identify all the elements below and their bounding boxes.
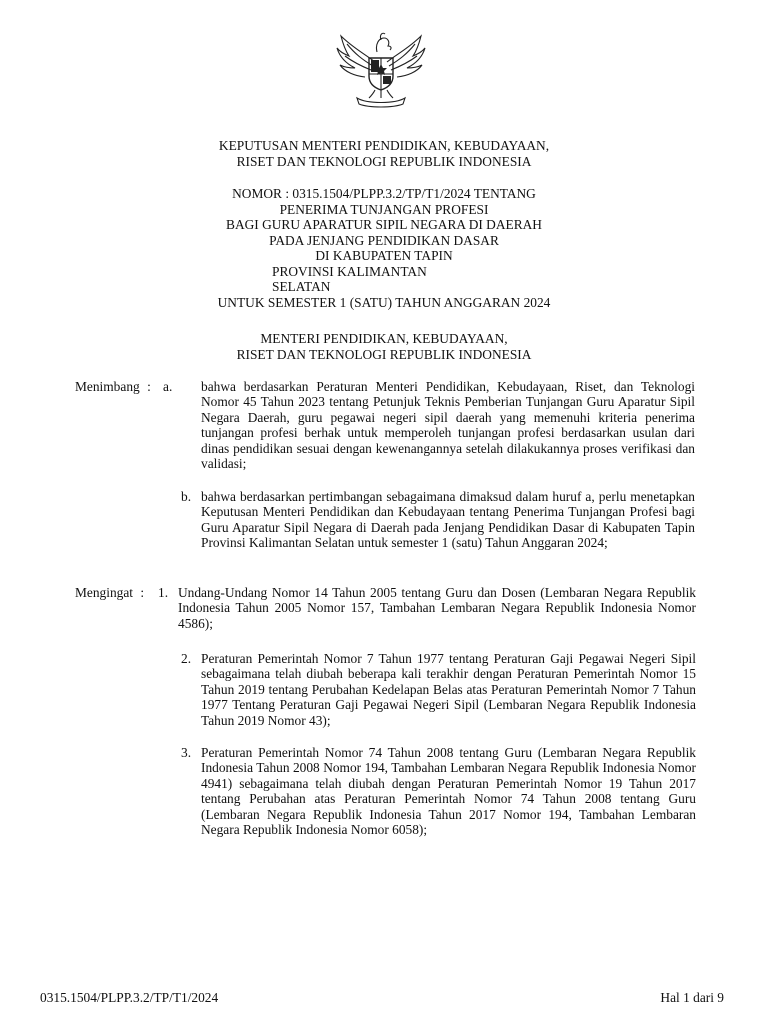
semester-line: UNTUK SEMESTER 1 (SATU) TAHUN ANGGARAN 2024 (217, 294, 551, 310)
mengingat-item-2: Peraturan Pemerintah Nomor 7 Tahun 1977 tentang Peraturan Gaji Pegawai Negeri Sipil sebagaimana telah diubah beberapa kali terakhir dengan Peraturan Pemerintah Nomor 15 Tahun 2019 tentang Perubahan Kedelapan Belas atas Peraturan Pemerintah Nomor 7 Tahun 1977 Tentang Peraturan Gaji Pegawai Negeri Sipil (Lembaran Negara Republik Indonesia Tahun 2019 Nomor 43); (201, 651, 696, 728)
item-marker: a. (163, 379, 173, 394)
mengingat-label: Mengingat : (75, 585, 145, 600)
menimbang-item-b: bahwa berdasarkan pertimbangan sebagaimana dimaksud dalam huruf a, perlu menetapkan Keputusan Menteri Pendidikan dan Kebudayaan tentang Penerima Tunjangan Profesi bagi Guru Aparatur Sipil Negara di Daerah pada Jenjang Pendidikan Dasar di Kabupaten Tapin Provinsi Kalimantan Selatan untuk semester 1 (satu) Tahun Anggaran 2024; (201, 489, 695, 551)
subject-line: PADA JENJANG PENDIDIKAN DASAR (269, 232, 499, 248)
garuda-emblem-icon (335, 28, 427, 110)
menimbang-label: Menimbang : (75, 379, 151, 394)
minister-line: MENTERI PENDIDIKAN, KEBUDAYAAN, (260, 331, 508, 346)
menimbang-item-a: bahwa berdasarkan Peraturan Menteri Pendidikan, Kebudayaan, Riset, dan Teknologi Nomor 45 Tahun 2023 tentang Petunjuk Teknis Pemberian Tunjangan Guru Aparatur Sipil Negara Daerah, guru pegawai negeri sipil daerah yang memenuhi kriteria penerima tunjangan profesi berhak untuk memperoleh tunjangan profesi berdasarkan usulan dari dinas pendidikan sesuai dengan kewenangannya setelah dilakukannya proses verifikasi dan validasi; (201, 379, 695, 472)
nomor-line: NOMOR : 0315.1504/PLPP.3.2/TP/T1/2024 TENTANG (232, 186, 536, 201)
decree-title (0, 138, 768, 169)
province-line: PROVINSI KALIMANTAN (272, 263, 427, 279)
mengingat-item-3: Peraturan Pemerintah Nomor 74 Tahun 2008 tentang Guru (Lembaran Negara Republik Indonesia Tahun 2008 Nomor 194, Tambahan Lembaran Negara Republik Indonesia Nomor 4941) sebagaimana telah diubah dengan Peraturan Pemerintah Nomor 19 Tahun 2017 tentang Perubahan atas Peraturan Pemerintah Nomor 74 Tahun 2008 tentang Guru (Lembaran Negara Republik Indonesia Tahun 2017 Nomor 194, Tambahan Lembaran Negara Republik Indonesia Nomor 6058); (201, 745, 696, 838)
title-line: RISET DAN TEKNOLOGI REPUBLIK INDONESIA (236, 153, 532, 169)
item-marker: b. (181, 489, 192, 504)
footer-doc-number: 0315.1504/PLPP.3.2/TP/T1/2024 (40, 990, 219, 1005)
province-line: SELATAN (272, 279, 331, 294)
minister-heading (0, 331, 768, 362)
item-marker: 1. (158, 585, 169, 600)
decree-number-block (0, 186, 768, 310)
subject-line: BAGI GURU APARATUR SIPIL NEGARA DI DAERAH (226, 217, 542, 232)
item-marker: 3. (181, 745, 192, 760)
subject-line: DI KABUPATEN TAPIN (315, 248, 453, 263)
minister-line: RISET DAN TEKNOLOGI REPUBLIK INDONESIA (236, 346, 532, 362)
subject-line: PENERIMA TUNJANGAN PROFESI (279, 201, 489, 217)
item-marker: 2. (181, 651, 192, 666)
mengingat-item-1: Undang-Undang Nomor 14 Tahun 2005 tentang Guru dan Dosen (Lembaran Negara Republik Indonesia Tahun 2005 Nomor 157, Tambahan Lembaran Negara Republik Indonesia Nomor 4586); (178, 585, 696, 631)
footer-page-number: Hal 1 dari 9 (660, 990, 724, 1005)
title-line: KEPUTUSAN MENTERI PENDIDIKAN, KEBUDAYAAN, (218, 138, 550, 153)
